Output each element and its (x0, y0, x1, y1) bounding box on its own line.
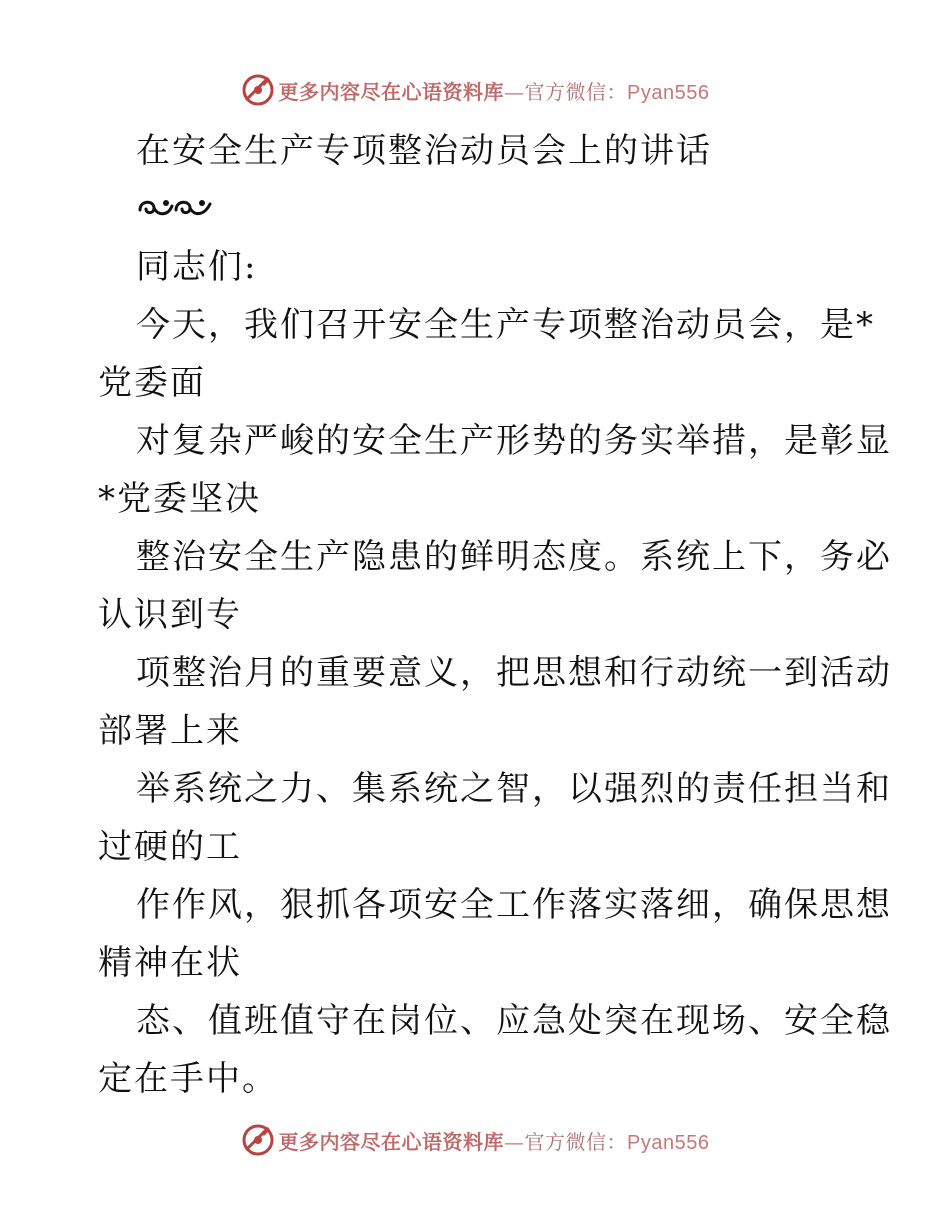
paragraph (98, 296, 892, 1108)
banner-brand: 更多内容尽在心语资料库 (278, 1129, 505, 1154)
text-line: 作作风，狠抓各项安全工作落实落细，确保思想 (136, 885, 892, 925)
footer-banner (0, 1120, 950, 1160)
header-banner (0, 70, 950, 110)
banner-wechat-label: 官方微信： (524, 1129, 628, 1154)
banner-wechat-id: Pyan556 (627, 81, 710, 104)
banner-text (279, 1126, 710, 1155)
banner-wechat-id: Pyan556 (627, 1131, 710, 1154)
text-line: 党委面 (98, 363, 206, 403)
banner-dash: — (504, 1129, 525, 1154)
salutation: 同志们: (136, 247, 258, 287)
brand-logo-icon (241, 73, 275, 107)
text-line: 举系统之力、集系统之智，以强烈的责任担当和 (136, 769, 892, 809)
text-line: *党委坚决 (98, 479, 261, 519)
document-body (98, 122, 892, 1108)
text-line: 过硬的工 (98, 827, 242, 867)
text-line: 今天，我们召开安全生产专项整治动员会，是* (136, 305, 875, 345)
banner-wechat-label: 官方微信： (524, 79, 628, 104)
text-line: 部署上来 (98, 711, 242, 751)
text-line: 定在手中。 (98, 1059, 278, 1099)
text-line: 精神在状 (98, 943, 242, 983)
document-title: 在安全生产专项整治动员会上的讲话 (136, 131, 712, 171)
text-line: 项整治月的重要意义，把思想和行动统一到活动 (136, 653, 892, 693)
banner-brand: 更多内容尽在心语资料库 (278, 79, 505, 104)
text-line: 态、值班值守在岗位、应急处突在现场、安全稳 (136, 1001, 892, 1041)
text-line: 对复杂严峻的安全生产形势的务实举措，是彰显 (136, 421, 892, 461)
text-line: 认识到专 (98, 595, 242, 635)
ornament-flourish-icon (136, 194, 216, 224)
brand-logo-icon (241, 1123, 275, 1157)
banner-dash: — (504, 79, 525, 104)
banner-text (279, 76, 710, 105)
text-line: 整治安全生产隐患的鲜明态度。系统上下，务必 (136, 537, 892, 577)
ornament-divider (98, 180, 858, 238)
